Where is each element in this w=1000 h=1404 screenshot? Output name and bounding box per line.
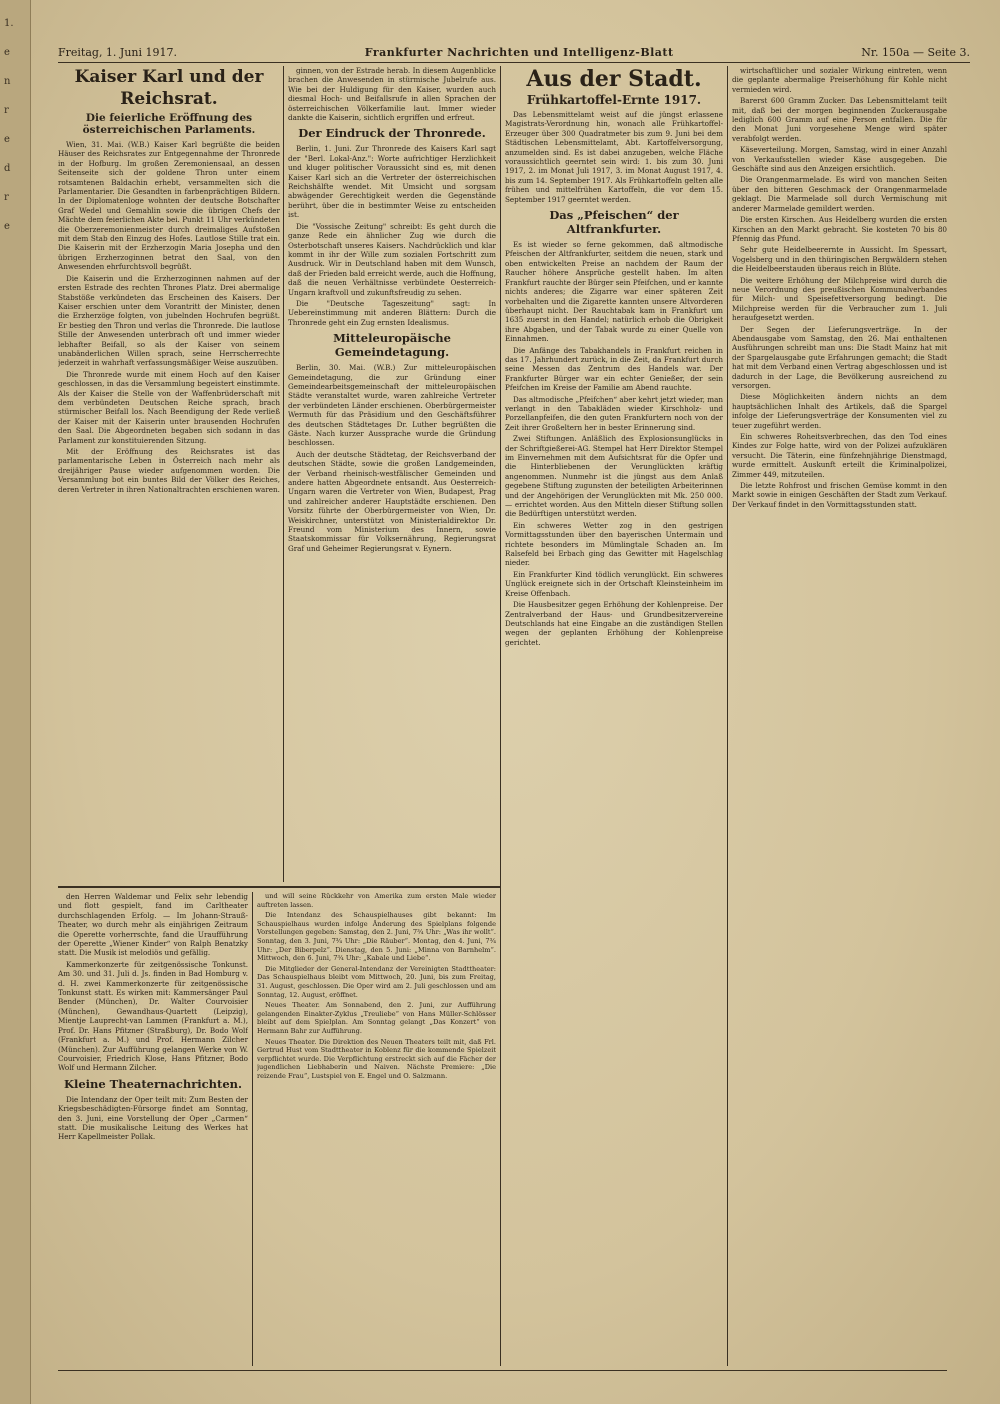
headline-theaternachrichten: Kleine Theaternachrichten. [63,1076,243,1091]
paragraph: Sehr gute Heidelbeerernte in Aussicht. Im Spessart, Vogelsberg und in den thüringischen Bergwäldern stehen die Heidelbeerstauden überaus reich in Blüte. [732,245,947,274]
paragraph: Kammerkonzerte für zeitgenössische Tonkunst. Am 30. und 31. Juli d. Js. finden in Bad Homburg v. d. H. zwei Kammerkonzerte für zeitgenössische Tonkunst statt. Es wirken mit: Kammersänger Paul Bender (München), Dr. Walter Courvoisier (München), Gewandhaus-Quartett (Leipzig), Mientje Lauprecht-van Lammen (Frankfurt a. M.), Prof. Dr. Hans Pfitzner (Straßburg), Dr. Bodo Wolf (Frankfurt a. M.) und Prof. Hermann Zilcher (München). Zur Aufführung gelangen Werke von W. Courvoisier, Friedrich Klose, Hans Pfitzner, Bodo Wolf und Hermann Zilcher. [58,959,248,1073]
column-divider [283,66,284,882]
paragraph: Die "Vossische Zeitung" schreibt: Es geht durch die ganze Rede ein ähnlicher Zug wie durch die Osterbotschaft unseres Kaisers. Nachdrücklich und klar kommt in ihr der Wille zum sozialen Fortschritt zum Ausdruck. Wir in Deutschland haben mit dem Wunsch, daß der Frieden bald erreicht werde, auch die Hoffnung, daß die neuen Verhältnisse verbündete Oesterreich-Ungarn kraftvoll und zukunftsfreudig zu sehen. [288,221,496,297]
paragraph: Wien, 31. Mai. (W.B.) Kaiser Karl begrüßte die beiden Häuser des Reichsrates zur Entgegennahme der Thronrede in der Hofburg. Im großen Zeremoniensaal, an dessen Seitenseite sich der goldene Thron unter einem rotsamtenen Baldachin erhebt, versammelten sich die Parlamentarier. Die Gesandten in farbenprächtigen Bildern. In der Diplomatenloge wohnten der deutsche Botschafter Graf Wedel und Gemahlin sowie die übrigen Chefs der Mächte dem feierlichen Akte bei. Punkt 11 Uhr verkündeten die Oberzeremonienmeister durch dreimaliges Aufstoßen mit dem Stab den Einzug des Hofes. Lautlose Stille trat ein. Die Kaiserin mit der Erzherzogin Maria Josepha und den übrigen Erzherzoginnen betrat den Saal, von den Anwesenden ehrfurchtsvoll begrüßt. [58,140,280,272]
paragraph: Berlin, 1. Juni. Zur Thronrede des Kaisers Karl sagt der "Berl. Lokal-Anz.": Worte aufrichtiger Herzlichkeit und kluger politischer Voraussicht sind es, mit denen Kaiser Karl sich an die Vertreter der österreichischen Reichshälfte wendet. Mit Umsicht und sorgsam abwägender Gerechtigkeit werden die Gegenstände berührt, über die in bestimmter Weise zu entscheiden ist. [288,144,496,220]
paragraph: Berlin, 30. Mai. (W.B.) Zur mitteleuropäischen Gemeindetagung, die zur Gründung einer Gemeindearbeitsgemeinschaft der mitteleuropäischen Städte veranstaltet wurde, waren zahlreiche Vertreter der verbündeten Länder erschienen. Oberbürgermeister Wermuth für das Präsidium und den Geschäftsführer des deutschen Städtetages Dr. Luther begrüßten die Gäste. Nach kurzer Aussprache wurde die Gründung beschlossen. [288,363,496,448]
paragraph: Die Anfänge des Tabakhandels in Frankfurt reichen in das 17. Jahrhundert zurück, in die Zeit, da Frankfurt durch seine Messen das Zentrum des Handels war. Der Frankfurter Bürger war ein echter Genießer, der sein Pfeifchen im Kreise der Familie am Abend rauchte. [505,345,723,393]
paragraph: Die Hausbesitzer gegen Erhöhung der Kohlenpreise. Der Zentralverband der Haus- und Grundbesitzervereine Deutschlands hat eine Eingabe an die zuständigen Stellen wegen der geplanten Erhöhung der Kohlenpreise gerichtet. [505,600,723,647]
paragraph: Barerst 600 Gramm Zucker. Das Lebensmittelamt teilt mit, daß bei der morgen beginnenden Zuckerausgabe lediglich 600 Gramm auf eine Person entfallen. Die für den Monat Juni vorgesehene Menge wird später verabfolgt werden. [732,96,947,143]
paragraph: Es ist wieder so ferne gekommen, daß altmodische Pfeischen der Altfrankfurter, seitdem die neuen, stark und oben entwickelten Preise an nachdem der Raum der Raucher höhere Ansprüche gestellt haben. Im alten Frankfurt rauchte der Bürger sein Pfeifchen, und er kannte nichts anderes; die Zigarre war einer späteren Zeit vorbehalten und die Zigarette kannten unsere Altvorderen überhaupt nicht. Der Rauchtabak kam in Frankfurt um 1635 zuerst in den Handel; natürlich erhob die Obrigkeit ihre Abgaben, und der Tabak wurde zu einer Quelle von Einnahmen. [505,240,723,344]
headline-kaiser-karl: Kaiser Karl und der Reichsrat. [74,67,264,109]
paragraph: wirtschaftlicher und sozialer Wirkung eintreten, wenn die geplante abermalige Preiserhöhung für Kohle nicht vermieden wird. [732,66,947,94]
paragraph: Ein schweres Wetter zog in den gestrigen Vormittagsstunden über den bayerischen Untermain und richtete besonders im Mümlingtale Schaden an. Im Ralsefeld bei Erbach ging das Gewitter mit Hagelschlag nieder. [505,520,723,568]
headline-gemeindetagung: Mitteleuropäische Gemeindetagung. [333,331,451,360]
subhead-fruehkartoffel: Frühkartoffel-Ernte 1917. [526,93,702,107]
headline-aus-der-stadt: Aus der Stadt. [526,66,702,92]
paragraph: ginnen, von der Estrade herab. In diesem Augenblicke brachen die Anwesenden in stürmische Jubelrufe aus. Wie bei der Huldigung für den Kaiser, wurden auch diesmal Hoch- und Beifallsrufe in allen Sprachen der österreichischen Völkerfamilie laut. Immer wieder dankte die Kaiserin, sichtlich ergriffen und erfreut. [288,66,496,123]
paragraph: Die Orangenmarmelade. Es wird von manchen Seiten über den bitteren Geschmack der Orangenmarmelade geklagt. Die Marmelade soll durch Vermischung mit anderer Marmelade gemildert werden. [732,175,947,213]
paragraph: Die letzte Rohfrost und frischen Gemüse kommt in den Markt sowie in einigen Geschäften der Stadt zum Verkauf. Der Verkauf findet in den Vormittagsstunden statt. [732,481,947,509]
column-1 [58,66,280,882]
paragraph: Die Intendanz der Oper teilt mit: Zum Besten der Kriegsbeschädigten-Fürsorge findet am Sonntag, den 3. Juni, eine Vorstellung der Oper „Carmen“ statt. Die musikalische Leitung des Werkes hat Herr Kapellmeister Pollak. [58,1094,248,1142]
paragraph: Die Mitglieder der General-Intendanz der Vereinigten Stadttheater: Das Schauspielhaus bleibt vom Mittwoch, 20. Juni, bis zum Freitag, 31. August, geschlossen. Die Oper wird am 2. Juli geschlossen und am Sonntag, 12. August, eröffnet. [257,964,496,999]
paragraph: den Herren Waldemar und Felix sehr lebendig und flott gespielt, fand im Carltheater durchschlagenden Erfolg. — Im Johann-Strauß-Theater, wo durch mehr als einjährigen Zeitraum die Operette vorherrschte, fand die Uraufführung der Operette „Wiener Kinder“ von Ralph Benatzky statt. Die Musik ist melodiös und gefällig. [58,892,248,958]
column-3 [505,66,723,1366]
paragraph: Das Lebensmittelamt weist auf die jüngst erlassene Magistrats-Verordnung hin, wonach alle Frühkartoffel-Erzeuger über 300 Quadratmeter bis zum 9. Juni bei dem Städtischen Lebensmittelamt, Abt. Kartoffelversorgung, anzumelden sind. Es ist dabei anzugeben, welche Fläche voraussichtlich geerntet sein wird: 1. bis zum 30. Juni 1917, 2. im Monat Juli 1917, 3. im Monat August 1917, 4. bis zum 14. September 1917. Als Frühkartoffeln gelten alle frühen und mittelfrühen Kartoffeln, die vor dem 15. September 1917 geerntet werden. [505,110,723,204]
paragraph: Die Kaiserin und die Erzherzoginnen nahmen auf der ersten Estrade des rechten Thrones Platz. Drei abermalige Stabstöße verkündeten das Erscheinen des Kaisers. Der Kaiser erschien unter dem Vorantritt der Minister, denen die Erzherzöge folgten, von jubelnden Hochrufen begrüßt. Er bestieg den Thron und verlas die Thronrede. Die lautlose Stille der Anwesenden unterbrach oft und immer wieder lebhafter Beifall, so als der Kaiser von seinem unabänderlichen Willen sprach, seine Herrscherrechte jederzeit in wahrhaft verfassungsmäßiger Weise auszuüben. [58,273,280,368]
header-page-number: Nr. 150a — Seite 3. [861,45,970,59]
feuilleton-rule [58,886,500,888]
feuilleton-column-1 [58,892,248,1366]
paragraph: Die "Deutsche Tageszeitung" sagt: In Uebereinstimmung mit anderen Blättern: Durch die Thronrede geht ein Zug ernsten Idealismus. [288,298,496,327]
headline-thronrede: Der Eindruck der Thronrede. [298,126,486,141]
paragraph: Die Thronrede wurde mit einem Hoch auf den Kaiser geschlossen, in das die Versammlung begeistert einstimmte. Als der Kaiser die Stelle von der Waffenbrüderschaft mit dem verbündeten Deutschen Reiche sprach, brach stürmischer Beifall los. Nach Beendigung der Rede verließ der Kaiser mit der Kaiserin unter brausenden Hochrufen den Saal. Die Abgeordneten begaben sich sodann in das Parlament zur konstituierenden Sitzung. [58,369,280,445]
paragraph: Ein schweres Roheitsverbrechen, das den Tod eines Kindes zur Folge hatte, wird von der Polizei aufzuklären versucht. Die Täterin, eine fünfzehnjährige Dienstmagd, wurde ermittelt. Auskunft erteilt die Kriminalpolizei, Zimmer 449, mitzuteilen. [732,432,947,479]
subhead-parliament: Die feierliche Eröffnung des österreichischen Parlaments. [82,112,256,136]
headline-pfeischen: Das „Pfeischen“ der Altfrankfurter. [549,208,679,237]
paragraph: Das altmodische „Pfeifchen“ aber kehrt jetzt wieder, man verlangt in den Tabakläden wieder Kirschholz- und Porzellanpfeifen, die den guten Frankfurtern noch von der Zeit ihrer Großeltern her in bester Erinnerung sind. [505,394,723,432]
paragraph: Mit der Eröffnung des Reichsrates ist das parlamentarische Leben in Österreich nach mehr als dreijähriger Pause wieder aufgenommen worden. Die Versammlung bot ein buntes Bild der Völker des Reiches, deren Vertreter in ihren Nationaltrachten erschienen waren. [58,447,280,494]
paragraph: Auch der deutsche Städtetag, der Reichsverband der deutschen Städte, sowie die großen Landgemeinden, der Verband rheinisch-westfälischer Gemeinden und andere hatten Abgeordnete entsandt. Aus Oesterreich-Ungarn waren die Vertreter von Wien, Budapest, Prag und zahlreicher anderer Hauptstädte erschienen. Den Vorsitz führte der Oberbürgermeister von Wien, Dr. Weiskirchner, unterstützt von Ministerialdirektor Dr. Freund vom Ministerium des Innern, sowie Staatskommissar für Volksernährung, Regierungsrat Graf und Geheimer Regierungsrat v. Eynern. [288,449,496,553]
column-2 [288,66,496,882]
column-divider [252,892,253,1366]
paragraph: Ein Frankfurter Kind tödlich verunglückt. Ein schweres Unglück ereignete sich in der Ortschaft Kleinsteinheim im Kreise Offenbach. [505,569,723,598]
paragraph: Käseverteilung. Morgen, Samstag, wird in einer Anzahl von Verkaufsstellen wieder Käse ausgegeben. Die Geschäfte sind aus den Anzeigen ersichtlich. [732,145,947,174]
header-date: Freitag, 1. Juni 1917. [58,45,178,59]
paragraph: Zwei Stiftungen. Anläßlich des Explosionsunglücks in der Schriftgießerei-AG. Stempel hat Herr Direktor Stempel im Einvernehmen mit dem Aufsichtsrat für die Opfer und die Hinterbliebenen der Verunglückten kräftig angenommen. Nunmehr ist die jüngst aus dem Anlaß gegebene Stiftung zugunsten der beteiligten Arbeiterinnen und der Angehörigen der Verunglückten mit Mk. 250 000.— errichtet worden. Aus den Mitteln dieser Stiftung sollen die Bedürftigen unterstützt werden. [505,434,723,519]
previous-page-edge: 1. e n r e d r e [0,0,31,1404]
paragraph: und will seine Rückkehr von Amerika zum ersten Male wieder auftreten lassen. [257,892,496,909]
paragraph: Der Segen der Lieferungsverträge. In der Abendausgabe vom Samstag, den 26. Mai enthaltenen Ausführungen schreibt man uns: Die Stadt Mainz hat mit der Spargelausgabe gute Erfahrungen gemacht; die Stadt hat mit dem Verband einen Vertrag abgeschlossen und ist dadurch in der Lage, die Bevölkerung ausreichend zu versorgen. [732,324,947,390]
column-divider [500,66,501,1366]
column-divider [727,66,728,1366]
paragraph: Diese Möglichkeiten ändern nichts an dem hauptsächlichen Inhalt des Artikels, daß die Spargel infolge der Lieferungsverträge der Konsumenten viel zu teuer zugeführt werden. [732,392,947,430]
paragraph: Die weitere Erhöhung der Milchpreise wird durch die neue Verordnung des preußischen Kommunalverbandes für Milch- und Speisefettversorgung bedingt. Die Milchpreise werden für die Verbraucher zum 1. Juli heraufgesetzt werden. [732,275,947,323]
bottom-rule [58,1370,947,1371]
page-header [58,42,970,63]
masthead: Frankfurter Nachrichten und Intelligenz-Blatt [364,45,674,59]
feuilleton-column-2 [257,892,496,1366]
paragraph: Die ersten Kirschen. Aus Heidelberg wurden die ersten Kirschen an den Markt gebracht. Sie kosteten 70 bis 80 Pfennig das Pfund. [732,215,947,243]
paragraph: Neues Theater. Die Direktion des Neuen Theaters teilt mit, daß Frl. Gertrud Hust vom Stadttheater in Koblenz für die kommende Spielzeit verpflichtet wurde. Die Verpflichtung erstreckt sich auf die Fächer der jugendlichen Liebhaberin und Naiven. Nächste Premiere: „Die reizende Frau“, Lustspiel von E. Engel und O. Salzmann. [257,1037,496,1080]
column-4 [732,66,947,1366]
paragraph: Die Intendanz des Schauspielhauses gibt bekannt: Im Schauspielhaus wurden infolge Änderung des Spielplans folgende Vorstellungen gegeben: Samstag, den 2. Juni, 7¾ Uhr: „Was ihr wollt“. Sonntag, den 3. Juni, 7¾ Uhr: „Die Räuber“. Montag, den 4. Juni, 7¾ Uhr: „Der Biberpelz“. Dienstag, den 5. Juni: „Minna von Barnhelm“. Mittwoch, den 6. Juni, 7¾ Uhr: „Kabale und Liebe“. [257,911,496,963]
paragraph: Neues Theater. Am Sonnabend, den 2. Juni, zur Aufführung gelangenden Einakter-Zyklus „Treuliebe“ von Hans Müller-Schlösser bleibt auf dem Spielplan. Am Sonntag gelangt „Das Konzert“ von Hermann Bahr zur Aufführung. [257,1001,496,1035]
